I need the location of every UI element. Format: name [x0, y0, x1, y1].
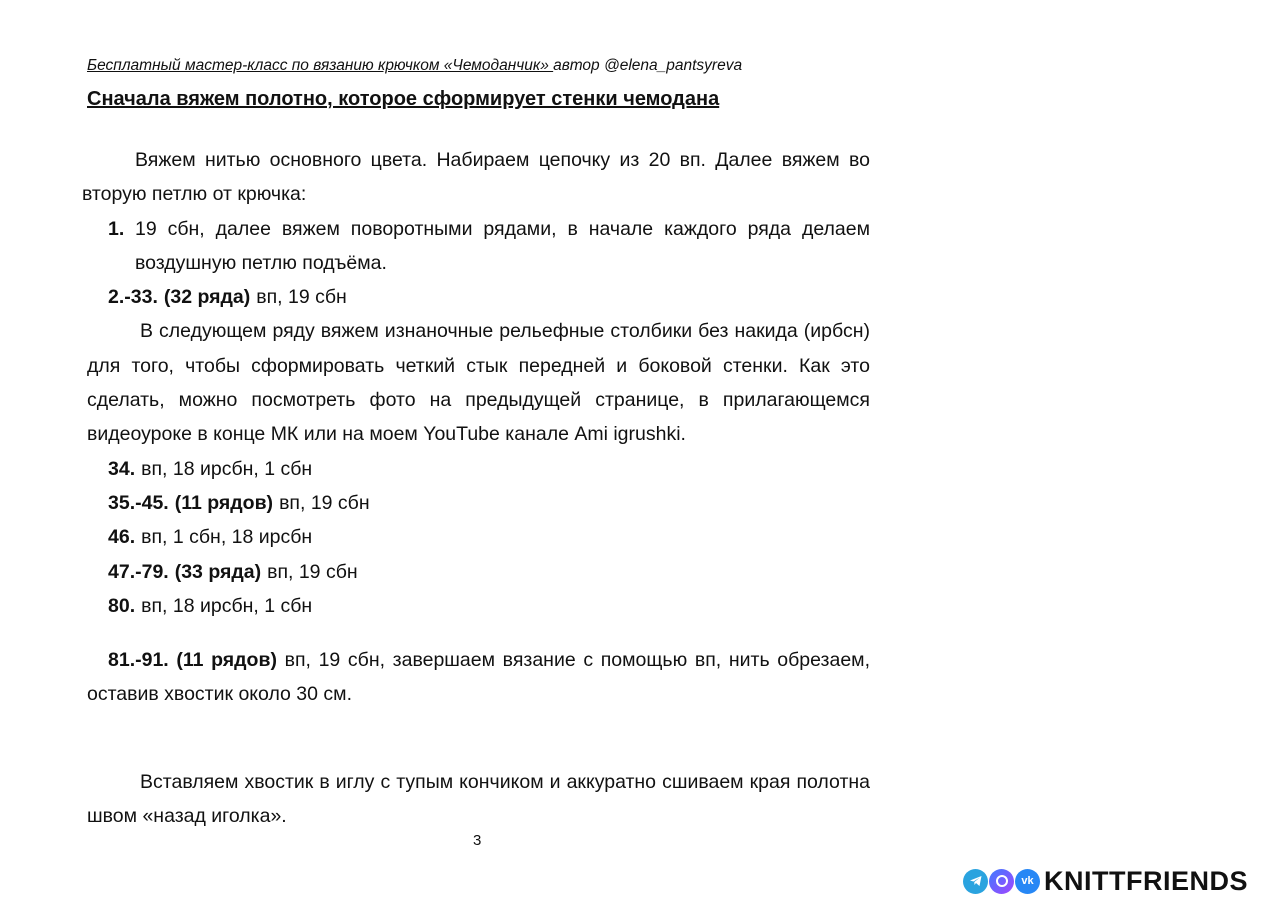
row-instruction-final: [87, 643, 870, 712]
row-text: 19 сбн, далее вяжем поворотными рядами, в начале каждого ряда делаем воздушную петлю подъёма.: [135, 217, 870, 274]
intro-paragraph: Вяжем нитью основного цвета. Набираем цепочку из 20 вп. Далее вяжем во вторую петлю от крючка:: [82, 149, 870, 206]
row-number: 46.: [108, 526, 136, 549]
row-text: вп, 1 сбн, 18 ирсбн: [141, 526, 313, 549]
section-title: Сначала вяжем полотно, которое сформирует стенки чемодана: [87, 88, 720, 110]
page-number: 3: [473, 832, 482, 849]
row-instruction: [108, 280, 870, 314]
row-number: 47.-79.: [108, 560, 169, 583]
row-text: вп, 19 сбн: [279, 491, 370, 514]
row-text: вп, 19 сбн, завершаем вязание с помощью вп, нить обрезаем, оставив хвостик около 30 см.: [87, 648, 870, 705]
row-text: вп, 19 сбн: [256, 286, 347, 309]
final-paragraph: Вставляем хвостик в иглу с тупым кончиком и аккуратно сшиваем края полотна швом «назад иголка».: [87, 770, 870, 828]
row-text: вп, 19 сбн: [267, 560, 358, 583]
paragraph-spacer: [87, 731, 870, 765]
row-number: 34.: [108, 457, 136, 480]
row-number: 81.-91.: [108, 648, 169, 671]
row-instruction: [108, 520, 870, 554]
telegram-icon[interactable]: [963, 869, 988, 894]
masterclass-link[interactable]: Бесплатный мастер-класс по вязанию крючком «Чемоданчик»: [87, 57, 554, 74]
row-count: (11 рядов): [174, 491, 274, 514]
row-instruction: [108, 212, 870, 281]
row-count: (33 ряда): [174, 560, 262, 583]
row-number: 1.: [108, 217, 125, 240]
row-instruction: [108, 486, 870, 520]
max-messenger-icon[interactable]: [989, 869, 1014, 894]
row-instruction: [108, 452, 870, 486]
row-number: 35.-45.: [108, 491, 169, 514]
header-credit: [87, 57, 742, 75]
row-instruction: [108, 589, 870, 623]
explanation-paragraph: В следующем ряду вяжем изнаночные рельефные столбики без накида (ирбсн) для того, чтобы сформировать четкий стык передней и боковой стенки. Как это сделать, можно посмотреть фото на предыдущей странице, в прилагающемся видеоуроке в конце МК или на моем YouTube канале Ami igrushki.: [87, 320, 870, 446]
row-number: 80.: [108, 594, 136, 617]
instructions-body: [82, 143, 870, 833]
brand-watermark: [963, 866, 1248, 896]
row-text: вп, 18 ирсбн, 1 сбн: [141, 594, 313, 617]
row-instruction: [108, 555, 870, 589]
brand-name: KNITTFRIENDS: [1044, 865, 1248, 896]
author-credit: автор @elena_pantsyreva: [553, 57, 743, 74]
row-count: (32 ряда): [163, 286, 251, 309]
row-text: вп, 18 ирсбн, 1 сбн: [141, 457, 313, 480]
vk-icon[interactable]: vk: [1015, 869, 1040, 894]
row-number: 2.-33.: [108, 286, 158, 309]
row-count: (11 рядов): [176, 648, 277, 671]
